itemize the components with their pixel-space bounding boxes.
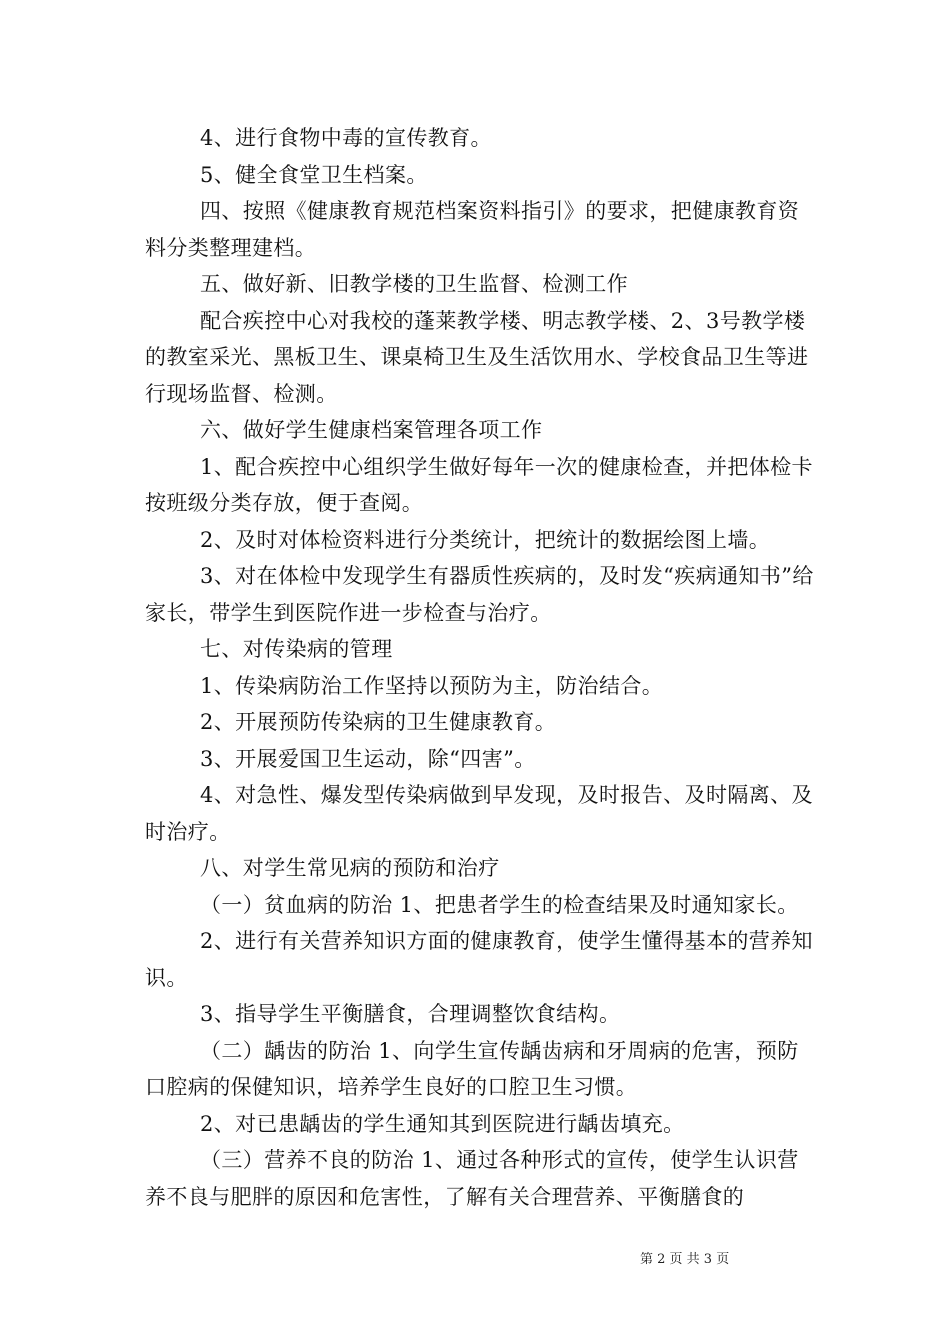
- paragraph-item: 2、对已患龋齿的学生通知其到医院进行龋齿填充。: [200, 1111, 685, 1136]
- paragraph-item: 4、进行食物中毒的宣传教育。: [200, 126, 492, 150]
- section-heading: 五、做好新、旧教学楼的卫生监督、检测工作: [200, 272, 628, 296]
- document-body: [145, 120, 815, 1215]
- section-heading: 八、对学生常见病的预防和治疗: [200, 856, 500, 880]
- paragraph-item: （三）营养不良的防治 1、通过各种形式的宣传，使学生认识营养不良与肥胖的原因和危害性，了解有关合理营养、平衡膳食的: [145, 1148, 799, 1209]
- section-heading: 六、做好学生健康档案管理各项工作: [200, 418, 543, 442]
- paragraph-item: 3、对在体检中发现学生有器质性疾病的，及时发“疾病通知书”给家长，带学生到医院作进一步检查与治疗。: [145, 564, 814, 625]
- page-number: 第 2 页 共 3 页: [640, 1252, 730, 1267]
- paragraph-item: 2、及时对体检资料进行分类统计，把统计的数据绘图上墙。: [200, 527, 771, 552]
- paragraph-item: 3、指导学生平衡膳食，合理调整饮食结构。: [200, 1002, 621, 1026]
- paragraph-item: 3、开展爱国卫生运动，除“四害”。: [200, 746, 536, 771]
- paragraph-item: 2、进行有关营养知识方面的健康教育，使学生懂得基本的营养知识。: [145, 929, 813, 990]
- paragraph-item: 4、对急性、爆发型传染病做到早发现，及时报告、及时隔离、及时治疗。: [145, 783, 813, 844]
- paragraph-item: 1、传染病防治工作坚持以预防为主，防治结合。: [200, 673, 664, 698]
- paragraph-item: 四、按照《健康教育规范档案资料指引》的要求，把健康教育资料分类整理建档。: [145, 199, 800, 260]
- paragraph-item: （一）贫血病的防治 1、把患者学生的检查结果及时通知家长。: [200, 892, 799, 917]
- paragraph-item: 1、配合疾控中心组织学生做好每年一次的健康检查，并把体检卡按班级分类存放，便于查阅。: [145, 454, 813, 515]
- paragraph-item: （二）龋齿的防治 1、向学生宣传龋齿病和牙周病的危害，预防口腔病的保健知识，培养学生良好的口腔卫生习惯。: [145, 1038, 799, 1099]
- paragraph-item: 配合疾控中心对我校的蓬莱教学楼、明志教学楼、2、3号教学楼的教室采光、黑板卫生、课桌椅卫生及生活饮用水、学校食品卫生等进行现场监督、检测。: [145, 308, 809, 406]
- paragraph-item: 5、健全食堂卫生档案。: [200, 162, 428, 187]
- paragraph-item: 2、开展预防传染病的卫生健康教育。: [200, 710, 557, 734]
- section-heading: 七、对传染病的管理: [200, 637, 393, 661]
